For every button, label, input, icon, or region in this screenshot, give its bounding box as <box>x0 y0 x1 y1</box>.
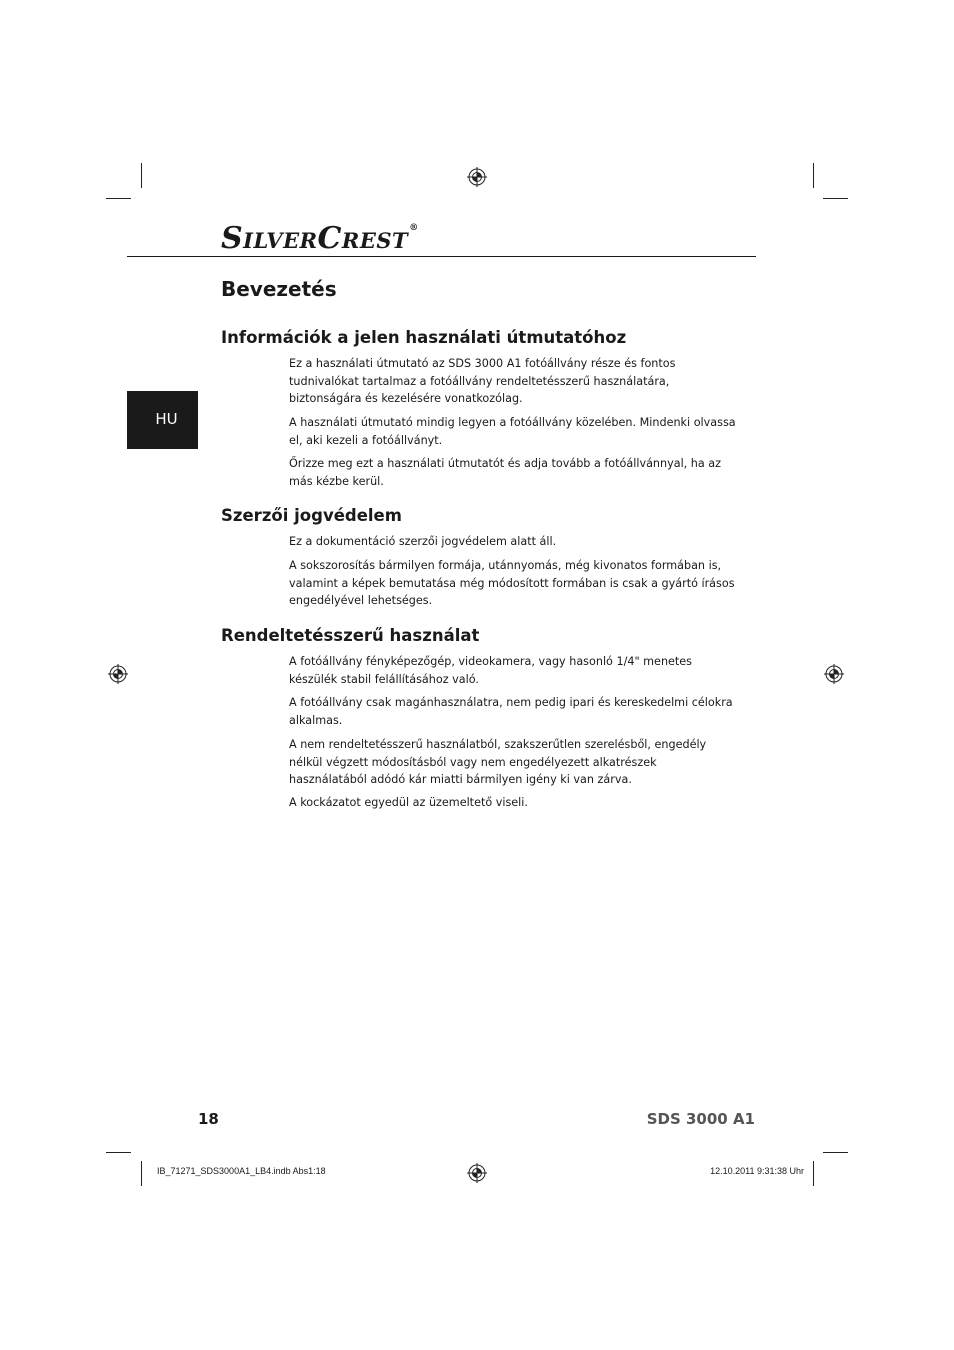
registration-mark-icon <box>467 167 487 187</box>
print-slug-file: IB_71271_SDS3000A1_LB4.indb Abs1:18 <box>157 1166 326 1176</box>
silvercrest-logo <box>221 221 419 256</box>
registration-mark-icon <box>467 1163 487 1183</box>
paragraph: Ez a használati útmutató az SDS 3000 A1 fotóállvány része és fontos tudnivalókat tartalmaz a fotóállvány rendeltetésszerű használatára, biztonságára és kezelésére vonatkozólag. <box>289 357 676 405</box>
model-name: SDS 3000 A1 <box>646 1110 755 1128</box>
paragraph: A fotóállvány csak magánhasználatra, nem pedig ipari és kereskedelmi célokra alkalmas. <box>289 696 733 727</box>
paragraph: A fotóállvány fényképezőgép, videokamera, vagy hasonló 1/4" menetes készülék stabil felállításához való. <box>289 655 693 686</box>
crop-mark <box>823 1152 848 1153</box>
crop-mark <box>813 1161 814 1186</box>
paragraph: A használati útmutató mindig legyen a fotóállvány közelében. Mindenki olvassa el, aki kezeli a fotóállványt. <box>289 416 736 447</box>
crop-mark <box>141 1161 142 1186</box>
crop-mark <box>141 163 142 188</box>
language-tab-label: HU <box>155 410 178 428</box>
language-tab <box>127 391 198 449</box>
section-heading: Rendeltetésszerű használat <box>221 626 480 645</box>
paragraph: A nem rendeltetésszerű használatból, szakszerűtlen szerelésből, engedély nélkül végzett módosításból vagy nem engedélyezett alkatrészek használatából adódó kár miatti bármilyen igény ki van zárva. <box>289 738 707 786</box>
paragraph: Ez a dokumentáció szerzői jogvédelem alatt áll. <box>289 535 557 548</box>
crop-mark <box>813 163 814 188</box>
logo-letter: S <box>221 221 244 256</box>
logo-letter: C <box>317 221 342 256</box>
paragraph: Őrizze meg ezt a használati útmutatót és adja tovább a fotóállvánnyal, ha az más kézbe kerül. <box>289 457 722 488</box>
crop-mark <box>106 198 131 199</box>
logo-letters: ILVER <box>243 228 318 253</box>
logo-letters: REST <box>341 228 409 253</box>
registered-mark: ® <box>409 223 419 233</box>
section-heading: Információk a jelen használati útmutatóhoz <box>221 328 627 347</box>
header-rule <box>127 256 756 257</box>
crop-mark <box>823 198 848 199</box>
paragraph: A sokszorosítás bármilyen formája, utánnyomás, még kivonatos formában is, valamint a képek bemutatása még módosított formában is csak a gyártó írásos engedélyével lehetséges. <box>289 559 735 607</box>
paragraph: A kockázatot egyedül az üzemeltető viseli. <box>289 796 528 809</box>
page-title: Bevezetés <box>221 277 337 301</box>
page-number: 18 <box>198 1110 219 1128</box>
crop-mark <box>106 1152 131 1153</box>
print-slug-timestamp: 12.10.2011 9:31:38 Uhr <box>710 1166 804 1176</box>
section-heading: Szerzői jogvédelem <box>221 506 402 525</box>
registration-mark-icon <box>108 664 128 684</box>
registration-mark-icon <box>824 664 844 684</box>
